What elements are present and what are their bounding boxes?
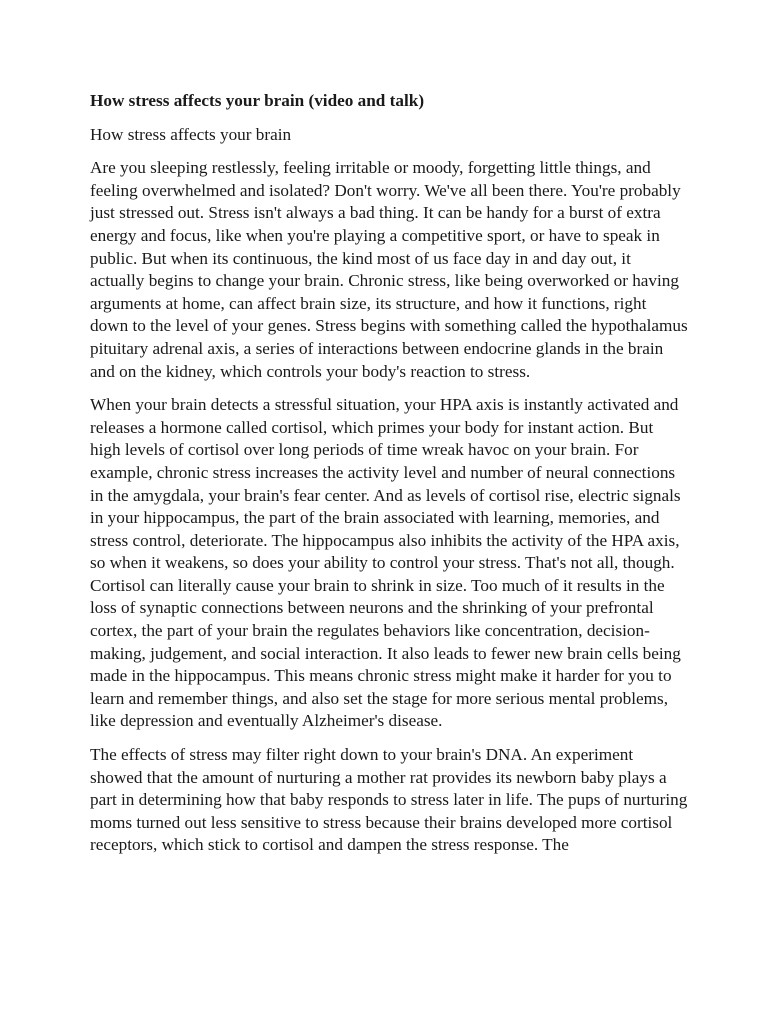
paragraph: When your brain detects a stressful situation, your HPA axis is instantly activated and releases a hormone called cortisol, which primes your body for instant action. But high levels of cortisol over long periods of time wreak havoc on your brain. For example, chronic stress increases the activity level and number of neural connections in the amygdala, your brain's fear center. And as levels of cortisol rise, electric signals in your hippocampus, the part of the brain associated with learning, memories, and stress control, deteriorate. The hippocampus also inhibits the activity of the HPA axis, so when it weakens, so does your ability to control your stress. That's not all, though. Cortisol can literally cause your brain to shrink in size. Too much of it results in the loss of synaptic connections between neurons and the shrinking of your prefrontal cortex, the part of your brain the regulates behaviors like concentration, decision-making, judgement, and social interaction. It also leads to fewer new brain cells being made in the hippocampus. This means chronic stress might make it harder for you to learn and remember things, and also set the stage for more serious mental problems, like depression and eventually Alzheimer's disease.: [90, 395, 681, 731]
paragraph: Are you sleeping restlessly, feeling irritable or moody, forgetting little things, and feeling overwhelmed and isolated? Don't worry. We've all been there. You're probably just stressed out. Stress isn't always a bad thing. It can be handy for a burst of extra energy and focus, like when you're playing a competitive sport, or have to speak in public. But when its continuous, the kind most of us face day in and day out, it actually begins to change your brain. Chronic stress, like being overworked or having arguments at home, can affect brain size, its structure, and how it functions, right down to the level of your genes. Stress begins with something called the hypothalamus pituitary adrenal axis, a series of interactions between endocrine glands in the brain and on the kidney, which controls your body's reaction to stress.: [90, 158, 688, 381]
document-body: [90, 90, 688, 868]
document-subtitle: How stress affects your brain: [90, 124, 292, 144]
document-title: How stress affects your brain (video and talk): [90, 91, 425, 110]
paragraph: The effects of stress may filter right down to your brain's DNA. An experiment showed that the amount of nurturing a mother rat provides its newborn baby plays a part in determining how that baby responds to stress later in life. The pups of nurturing moms turned out less sensitive to stress because their brains developed more cortisol receptors, which stick to cortisol and dampen the stress response. The: [90, 745, 688, 855]
